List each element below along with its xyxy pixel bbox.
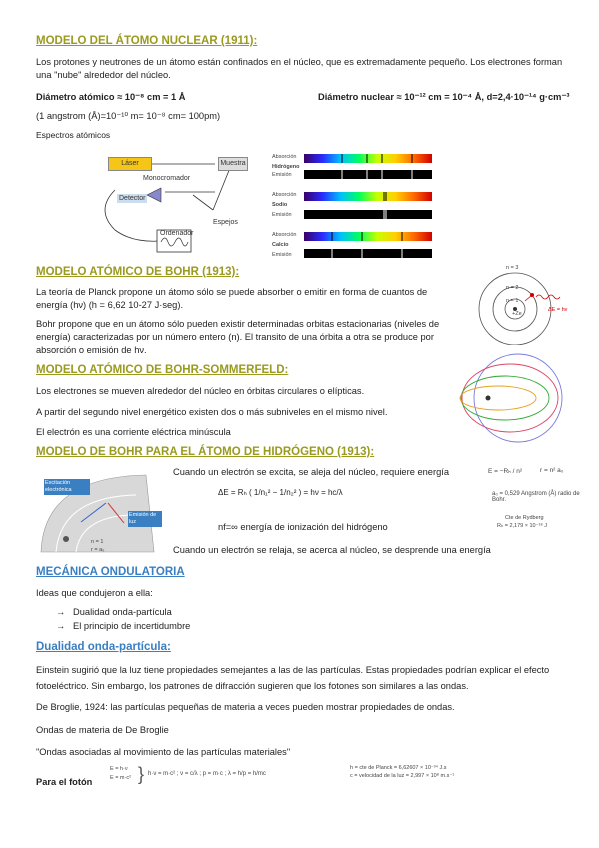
nucleus-label: +Ze <box>512 311 522 317</box>
section-title-nuclear: MODELO DEL ÁTOMO NUCLEAR (1911): <box>36 35 258 47</box>
list-item: → El principio de incertidumbre <box>56 621 191 631</box>
light-emission-box: Emisión de luz <box>128 511 162 527</box>
spectrum-label-abs-h: Absorción <box>272 154 297 160</box>
section-title-duality: Dualidad onda-partícula: <box>36 641 171 653</box>
atomic-diameter: Diámetro atómico ≈ 10⁻⁸ cm = 1 Å <box>36 92 186 102</box>
section-title-sommerfeld: MODELO ATÓMICO DE BOHR-SOMMERFELD: <box>36 364 289 376</box>
duality-paragraph-2: De Broglie, 1924: las partículas pequeñas de materia a veces pueden mostrar propiedades de ondas. <box>36 702 455 712</box>
photon-equation-2: E = m·c² <box>110 775 131 781</box>
rydberg-formula: ΔE = Rₕ ( 1/n₁² − 1/n₂² ) = hν = hc/λ <box>218 488 343 497</box>
sommerfeld-paragraph-2: A partir del segundo nivel energético existen dos o más subniveles en el mismo nivel. <box>36 407 388 417</box>
spectrum-label-calcium: Calcio <box>272 242 289 248</box>
brace: } <box>138 764 145 784</box>
bohr-radius-note: a₀ = 0,529 Angstrom (Å) radio de Bohr. <box>492 491 580 503</box>
orbit-label-n3: n = 3 <box>506 265 519 271</box>
light-speed-constant: c = velocidad de la luz = 2,997 × 10⁸ m.s⁻¹ <box>350 773 455 779</box>
excitation-box: Excitación electrónica <box>44 479 90 495</box>
bohr-paragraph-1: La teoría de Planck propone un átomo sólo se puede absorber o emitir en forma de cuantos de energía (hν) (h = 6,62 10-27 J·seg). <box>36 287 428 310</box>
spectra-caption: Espectros atómicos <box>36 130 111 140</box>
r-label: r = a₀ <box>91 547 105 553</box>
nuclear-paragraph: Los protones y neutrones de un átomo están confinados en el núcleo, que es extremadamente pequeño. Los electrones forman una "nube" alrededor del núcleo. <box>36 57 563 80</box>
orbit-label-n1: n = 1 <box>506 298 519 304</box>
angstrom-definition: (1 angstrom (Å)=10⁻¹⁰ m= 10⁻⁸ cm= 100pm) <box>36 111 221 121</box>
monochromator-label: Monocromador <box>143 175 191 182</box>
spectrum-label-abs-na: Absorción <box>272 192 297 198</box>
mirrors-label: Espejos <box>213 219 238 226</box>
spectrum-label-emi-ca: Emisión <box>272 252 292 258</box>
section-title-bohr: MODELO ATÓMICO DE BOHR (1913): <box>36 266 240 278</box>
sample-box: Muestra <box>218 157 248 171</box>
detector-label: Detector <box>119 195 146 202</box>
photon-equation-1: E = h·ν <box>110 766 128 772</box>
spectrum-label-emi-h: Emisión <box>272 172 292 178</box>
sommerfeld-paragraph-3: El electrón es una corriente eléctrica minúscula <box>36 427 231 437</box>
energy-formula: E = −Rₕ / n² <box>488 468 523 475</box>
sommerfeld-orbits-diagram <box>450 348 580 448</box>
orbit-label-n2: n = 2 <box>506 285 519 291</box>
hydrogen-excitation-diagram <box>36 467 161 559</box>
spectrum-label-sodium: Sodio <box>272 202 288 208</box>
rydberg-value: Rₕ = 2,179 × 10⁻¹⁸ J <box>497 523 547 529</box>
computer-label: Ordenador <box>160 230 194 237</box>
section-title-hydrogen: MODELO DE BOHR PARA EL ÁTOMO DE HIDRÓGENO (1913): <box>36 446 375 458</box>
nuclear-diameter: Diámetro nuclear ≈ 10⁻¹² cm = 10⁻⁴ Å, d=2,4·10⁻¹⁴ g·cm⁻³ <box>318 92 570 102</box>
list-item-text: El principio de incertidumbre <box>73 621 191 631</box>
atomic-spectra-figure <box>272 152 432 260</box>
sommerfeld-paragraph-1: Los electrones se mueven alrededor del núcleo en órbitas circulares o elípticas. <box>36 386 365 396</box>
ionization-note: nf=∞ energía de ionización del hidrógeno <box>218 522 388 532</box>
radius-formula: r = n² a₀ <box>540 467 564 474</box>
photon-relations: h·ν = m·c² ; ν = c/λ ; p = m·c ; λ = h/p = h/mc <box>148 771 266 777</box>
spectrum-label-hydrogen: Hidrógeno <box>272 164 300 170</box>
delta-e-label: ΔE = hν <box>548 307 568 313</box>
bohr-paragraph-2: Bohr propone que en un átomo sólo pueden existir determinadas orbitas estacionarias (niveles de energía) caracterizadas por un número entero (n). El transito de una órbita a otra se produce por absorción o emisión de hν. <box>36 319 440 355</box>
laser-box: Láser <box>108 157 152 171</box>
spectrum-label-emi-na: Emisión <box>272 212 292 218</box>
spectrum-label-abs-ca: Absorción <box>272 232 297 238</box>
bohr-atom-diagram <box>470 263 580 345</box>
duality-paragraph-1: Einstein sugirió que la luz tiene propiedades semejantes a las de las partículas. Estas propiedades podrían explicar el efecto fotoeléctrico. Sin embargo, los patrones de difracción sugieren que los fotones son similares a las ondas. <box>36 665 550 691</box>
photon-label: Para el fotón <box>36 777 93 787</box>
list-item: → Dualidad onda-partícula <box>56 607 172 617</box>
wave-mechanics-intro: Ideas que condujeron a ella: <box>36 588 153 598</box>
section-title-wave-mechanics: MECÁNICA ONDULATORIA <box>36 566 185 578</box>
relaxation-sentence: Cuando un electrón se relaja, se acerca al núcleo, se desprende una energía <box>173 545 491 555</box>
list-item-text: Dualidad onda-partícula <box>73 607 172 617</box>
n1-label: n = 1 <box>91 539 104 545</box>
rydberg-title: Cte de Rydberg <box>505 515 544 521</box>
duality-paragraph-3: Ondas de materia de De Broglie <box>36 725 169 735</box>
excitation-sentence: Cuando un electrón se excita, se aleja del núcleo, requiere energía <box>173 467 449 477</box>
duality-paragraph-4: "Ondas asociadas al movimiento de las partículas materiales" <box>36 747 291 757</box>
planck-constant: h = cte de Planck = 6,62607 × 10⁻³⁴ J.s <box>350 765 447 771</box>
